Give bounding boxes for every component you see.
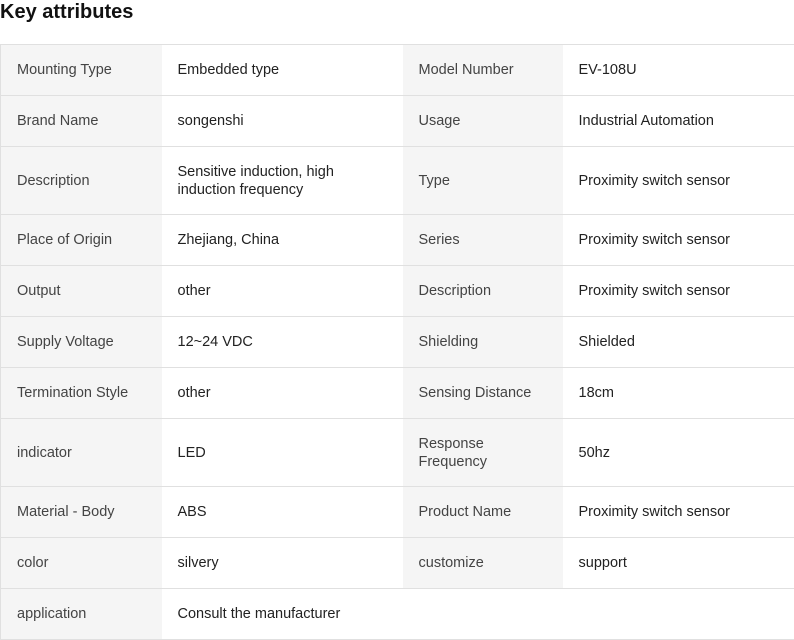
attribute-value: LED [162, 419, 403, 487]
attribute-value: EV-108U [563, 45, 794, 96]
attribute-label [403, 589, 563, 640]
attribute-value: Zhejiang, China [162, 215, 403, 266]
section-title: Key attributes [0, 0, 133, 24]
attribute-label: customize [403, 538, 563, 589]
attribute-label: application [1, 589, 162, 640]
attribute-value: songenshi [162, 96, 403, 147]
attribute-row [1, 487, 794, 538]
attribute-label: Supply Voltage [1, 317, 162, 368]
attribute-label: color [1, 538, 162, 589]
attribute-value: 12~24 VDC [162, 317, 403, 368]
attribute-label: Product Name [403, 487, 563, 538]
attribute-row [1, 419, 794, 487]
attribute-label: Material - Body [1, 487, 162, 538]
attribute-value: support [563, 538, 794, 589]
attribute-value: Industrial Automation [563, 96, 794, 147]
attribute-row [1, 215, 794, 266]
attribute-row [1, 147, 794, 215]
attribute-value: Consult the manufacturer [162, 589, 403, 640]
attribute-row [1, 589, 794, 640]
attribute-label: Sensing Distance [403, 368, 563, 419]
attribute-row [1, 266, 794, 317]
attribute-value [563, 589, 794, 640]
attribute-label: Response Frequency [403, 419, 563, 487]
attribute-row [1, 45, 794, 96]
attribute-value: silvery [162, 538, 403, 589]
attribute-label: Shielding [403, 317, 563, 368]
attribute-value: other [162, 368, 403, 419]
attribute-label: Model Number [403, 45, 563, 96]
attribute-row [1, 368, 794, 419]
attribute-label: Output [1, 266, 162, 317]
attribute-label: Description [1, 147, 162, 215]
attribute-value: Embedded type [162, 45, 403, 96]
attribute-value: Proximity switch sensor [563, 215, 794, 266]
attribute-row [1, 317, 794, 368]
attribute-label: Series [403, 215, 563, 266]
attribute-row [1, 538, 794, 589]
attribute-value: Proximity switch sensor [563, 266, 794, 317]
attribute-value: Proximity switch sensor [563, 147, 794, 215]
attribute-value: other [162, 266, 403, 317]
attribute-value: 50hz [563, 419, 794, 487]
attribute-label: Termination Style [1, 368, 162, 419]
attribute-value: ABS [162, 487, 403, 538]
attribute-label: Place of Origin [1, 215, 162, 266]
attribute-label: Brand Name [1, 96, 162, 147]
attribute-label: indicator [1, 419, 162, 487]
attribute-value: 18cm [563, 368, 794, 419]
attribute-label: Type [403, 147, 563, 215]
attribute-value: Proximity switch sensor [563, 487, 794, 538]
attribute-value: Shielded [563, 317, 794, 368]
attribute-label: Mounting Type [1, 45, 162, 96]
attribute-label: Description [403, 266, 563, 317]
key-attributes-table [0, 44, 794, 640]
attribute-value: Sensitive induction, high induction frequency [162, 147, 403, 215]
attribute-label: Usage [403, 96, 563, 147]
attribute-row [1, 96, 794, 147]
